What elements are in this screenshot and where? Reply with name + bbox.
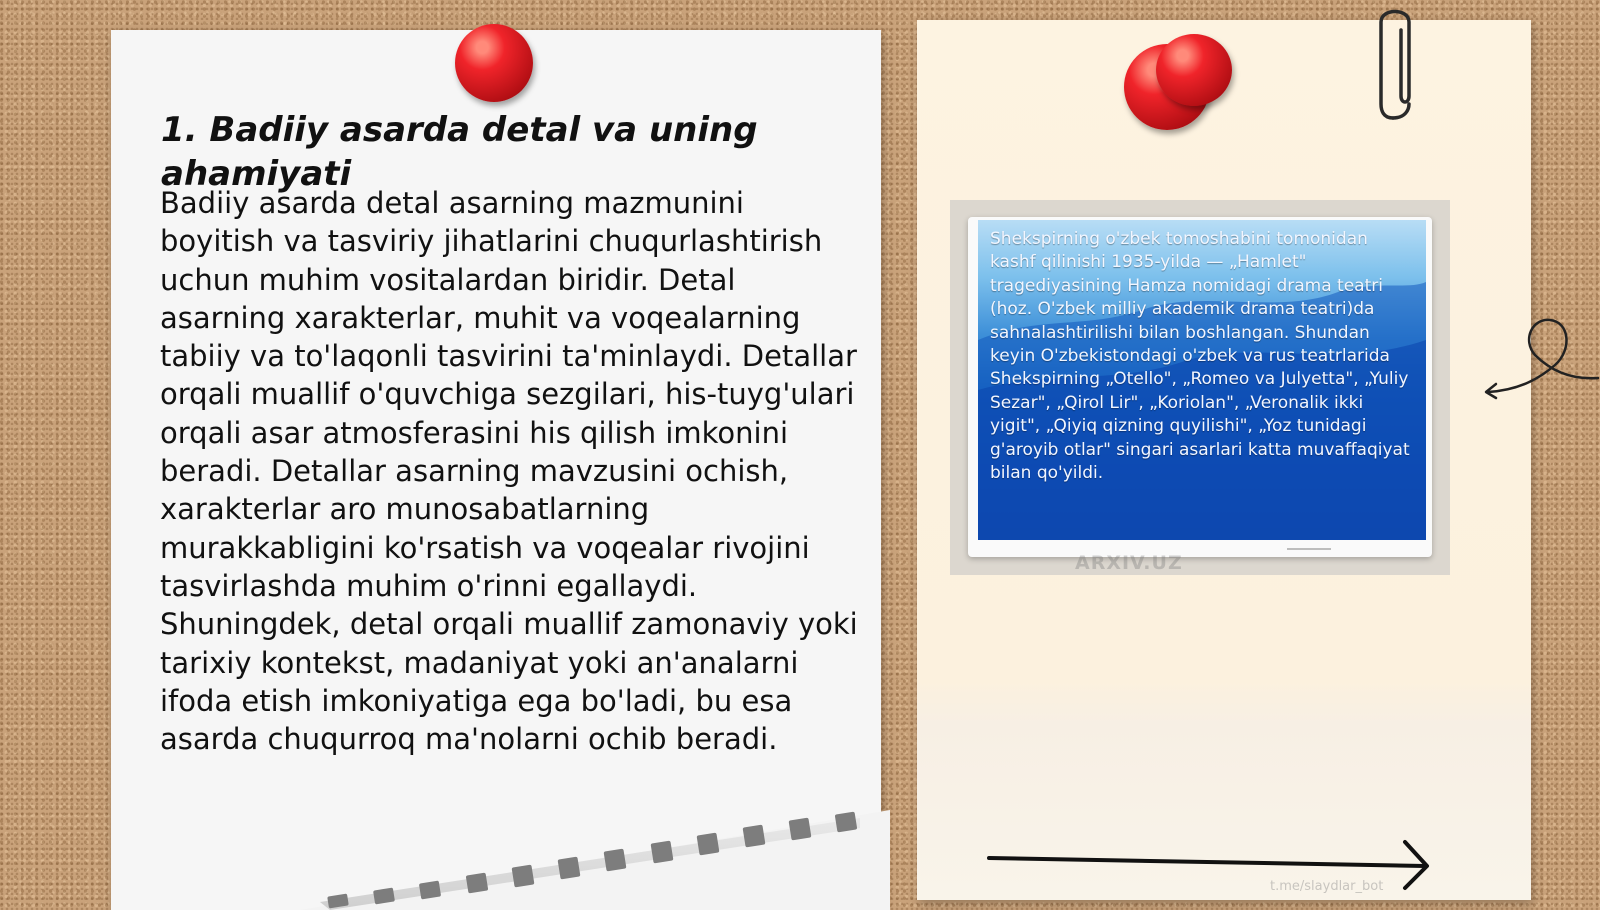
curled-page-corner — [300, 810, 890, 910]
photo-caption-text: Shekspirning o'zbek tomoshabini tomonidan kashf qilinishi 1935-yilda — „Hamlet" tragediyasining Hamza nomidagi drama teatri (hoz. O'zbek milliy akademik drama teatri)da sahnalashtirilishi bilan boshlangan. Shundan keyin O'zbekistondagi o'zbek va rus teatrlarida Shekspirning „Otello", „Romeo va Julyetta", „Yuliy Sezar", „Qirol Lir", „Koriolan", „Veronalik ikki yigit", „Qiyiq qizning quyilishi", „Yoz tunidagi g'aroyib otlar" singari asarlari katta muvaffaqiyat bilan qo'yildi. — [990, 229, 1410, 484]
loop-arrow-doodle-icon — [1480, 310, 1600, 410]
paperclip-icon — [1375, 0, 1425, 130]
footer-handle: t.me/slaydlar_bot — [1270, 879, 1384, 894]
watermark-text: ARXIV.UZ — [1075, 552, 1183, 574]
red-pushpin-icon — [455, 24, 533, 102]
photo-divider — [1287, 548, 1331, 550]
caption-image — [978, 220, 1426, 540]
left-note-card — [111, 30, 881, 910]
slide-body-text: Badiiy asarda detal asarning mazmunini boyitish va tasviriy jihatlarini chuqurlashtirish uchun muhim vositalardan biridir. Detal asarning xarakterlar, muhit va voqealarning tabiiy va to'laqonli tasvirini ta'minlaydi. Detallar orqali muallif o'quvchiga sezgilari, his-tuyg'ulari orqali asar atmosferasini his qilish imkonini beradi. Detallar asarning mavzusini ochish, xarakterlar aro munosabatlarning murakkabligini ko'rsatish va voqealar rivojini tasvirlashda muhim o'rinni egallaydi. Shuningdek, detal orqali muallif zamonaviy yoki tarixiy kontekst, madaniyat yoki an'analarni ifoda etish imkoniyatiga ega bo'ladi, bu esa asarda chuqurroq ma'nolarni ochib beradi. — [160, 186, 858, 757]
slide-title: 1. Badiiy asarda detal va uning ahamiyati — [161, 110, 758, 194]
red-pushpin-icon — [1156, 34, 1232, 106]
